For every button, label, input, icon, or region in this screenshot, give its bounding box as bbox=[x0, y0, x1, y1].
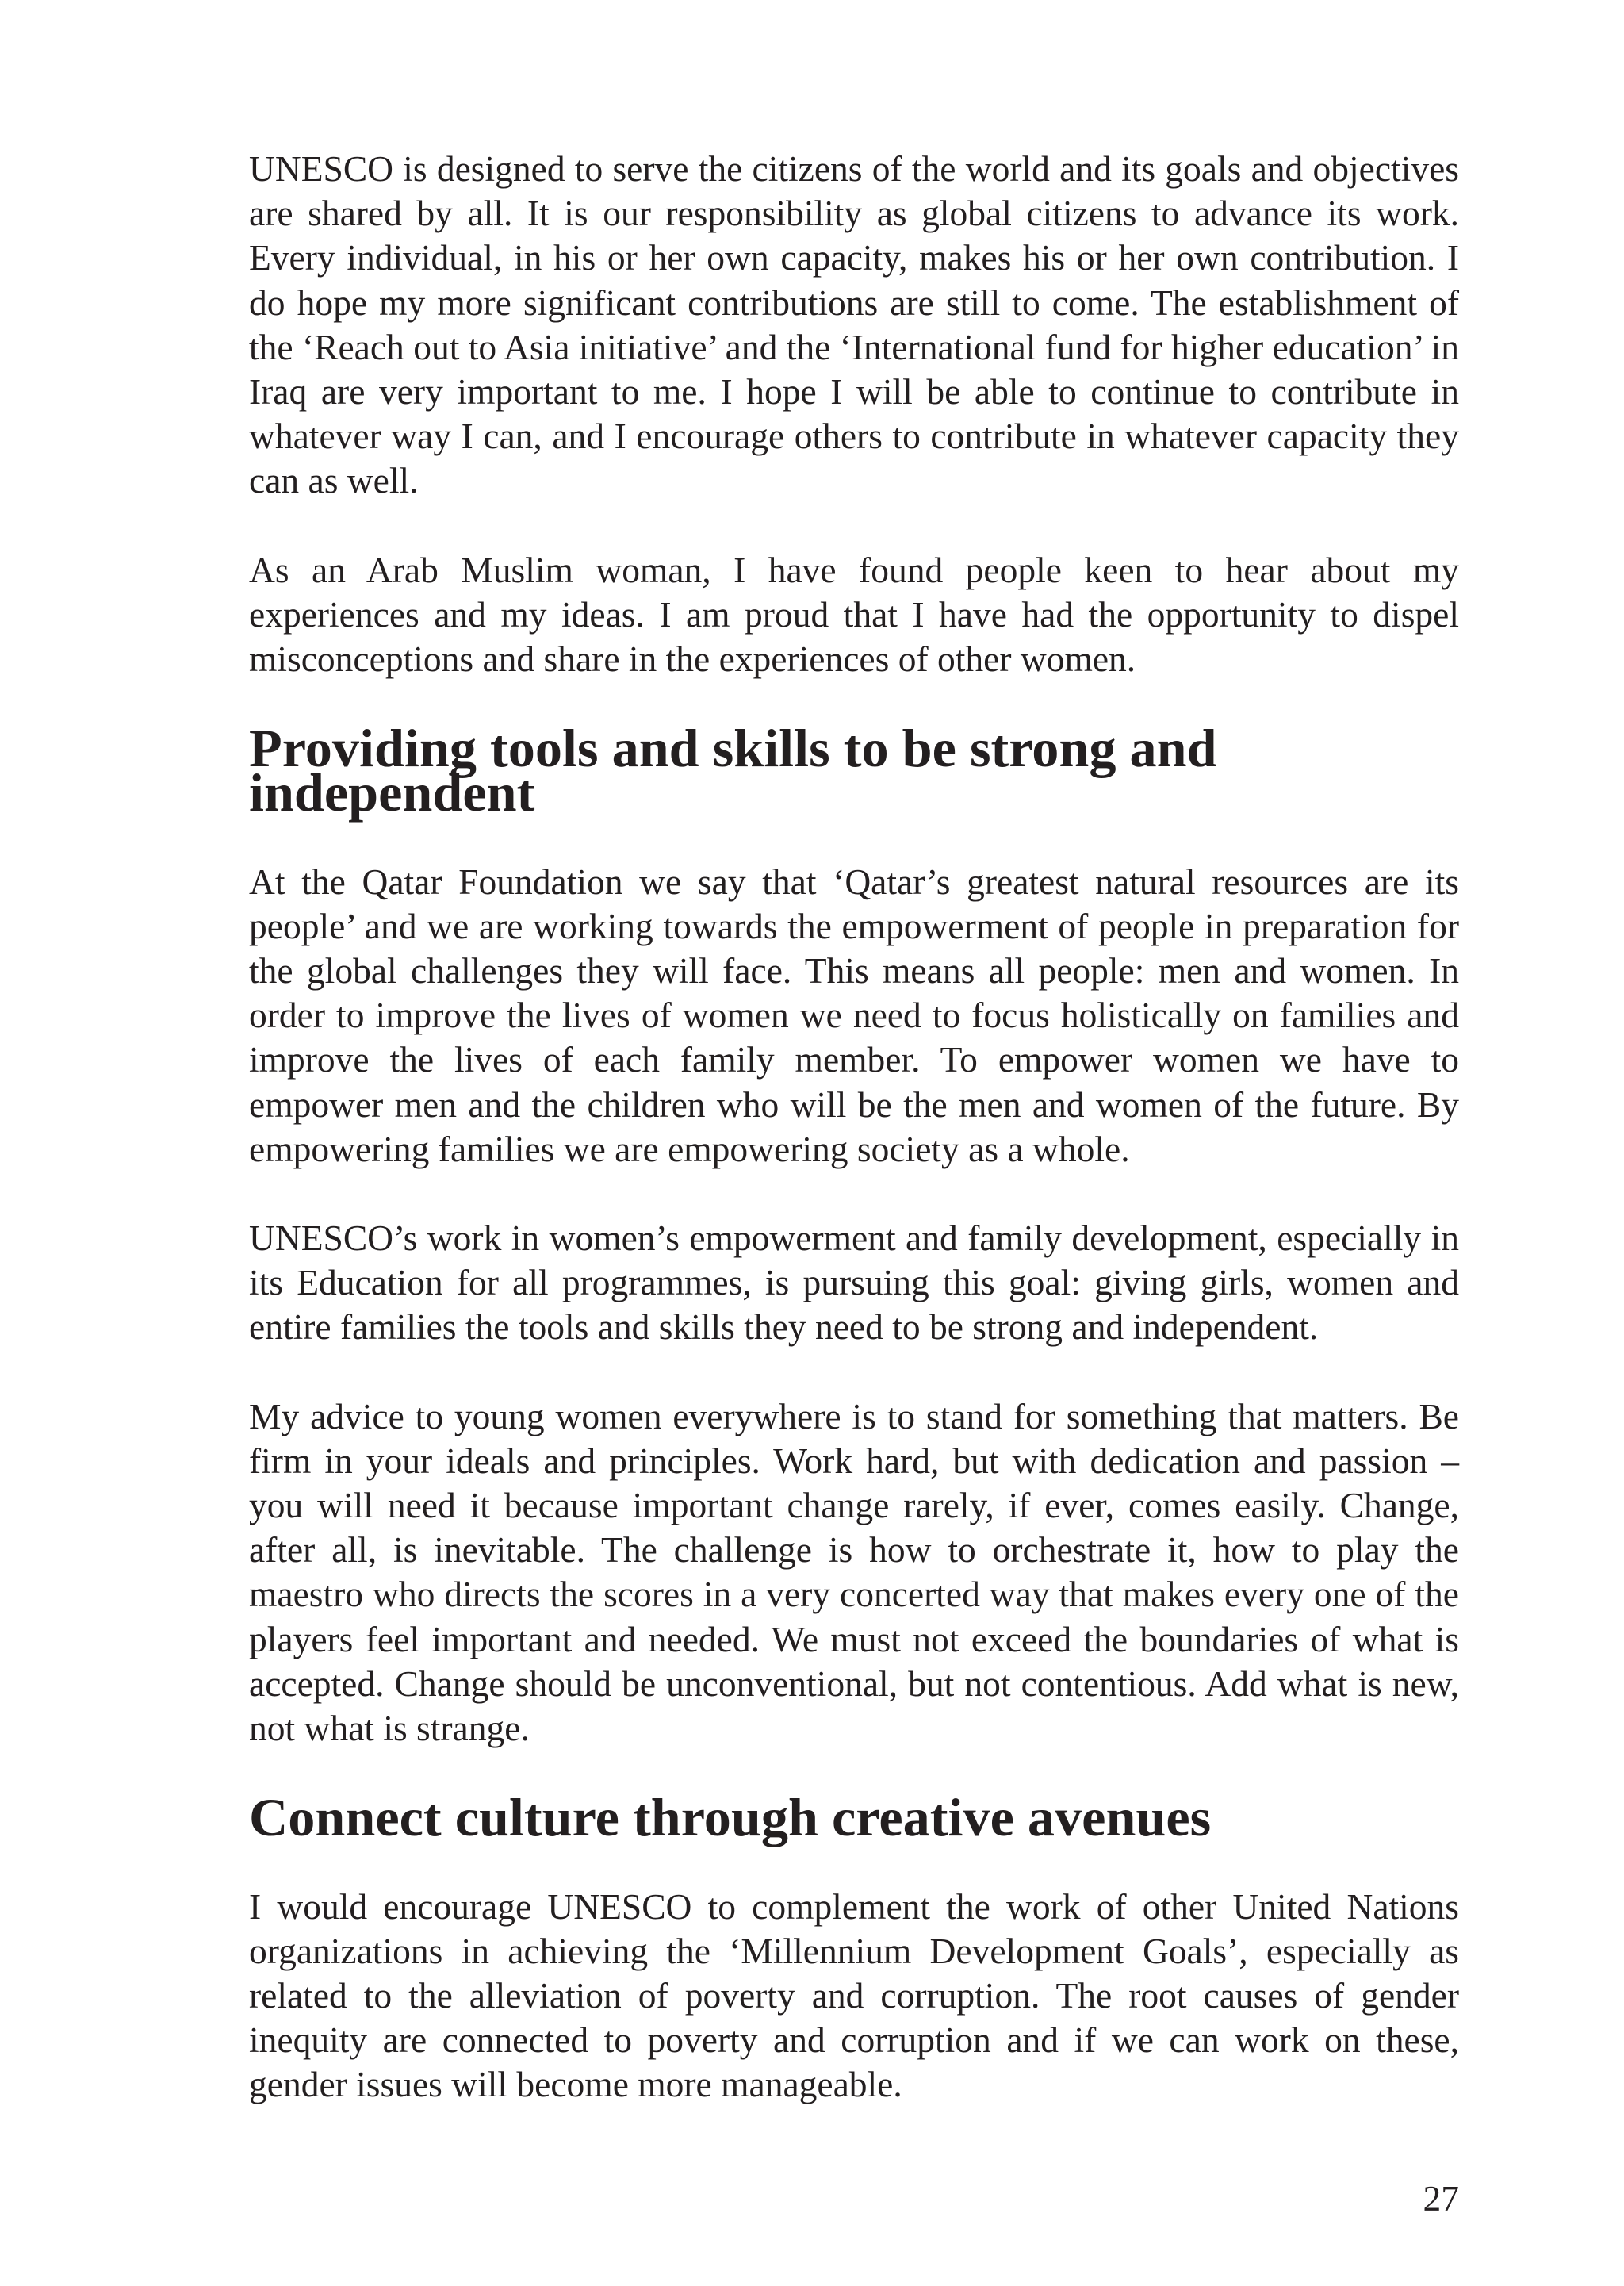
paragraph-advice-young-women: My advice to young women everywhere is to stand for something that matters. Be firm in your ideals and principles. Work hard, but with dedication and passion – you will need it because important change rarely, if ever, comes easily. Change, after all, is inevitable. The challenge is how to orchestrate it, how to play the maestro who directs the scores in a very concerted way that makes every one of the players feel important and needed. We must not exceed the boundaries of what is accepted. Change should be unconventional, but not contentious. Add what is new, not what is strange. bbox=[249, 1395, 1459, 1749]
paragraph-qatar-foundation: At the Qatar Foundation we say that ‘Qatar’s greatest natural resources are its people’ and we are working towards the empowerment of people in preparation for the global challenges they will face. This means all people: men and women. In order to improve the lives of women we need to focus holistically on families and improve the lives of each family member. To empower women we have to empower men and the children who will be the men and women of the future. By empowering families we are empowering society as a whole. bbox=[249, 861, 1459, 1169]
section-heading-tools-and-skills: Providing tools and skills to be strong and independent bbox=[249, 718, 1217, 823]
paragraph-unesco-women-empowerment: UNESCO’s work in women’s empowerment and family development, especially in its Education for all programmes, is pursuing this goal: giving girls, women and entire families the tools and skills they need to be strong and independent. bbox=[249, 1218, 1459, 1348]
document-body bbox=[249, 147, 1459, 2152]
section-heading-connect-culture: Connect culture through creative avenues bbox=[249, 1787, 1212, 1848]
paragraph-unesco-citizens: UNESCO is designed to serve the citizens of the world and its goals and objectives are shared by all. It is our responsibility as global citizens to advance its work. Every individual, in his or her own capacity, makes his or her own contribution. I do hope my more significant contributions are still to come. The establishment of the ‘Reach out to Asia initiative’ and the ‘International fund for higher education’ in Iraq are very important to me. I hope I will be able to continue to contribute in whatever way I can, and I encourage others to contribute in whatever capacity they can as well. bbox=[249, 148, 1459, 501]
page-number: 27 bbox=[1423, 2178, 1459, 2219]
paragraph-millennium-goals: I would encourage UNESCO to complement the work of other United Nations organizations in achieving the ‘Millennium Development Goals’, especially as related to the alleviation of poverty and corruption. The root causes of gender inequity are connected to poverty and corruption and if we can work on these, gender issues will become more manageable. bbox=[249, 1885, 1459, 2105]
paragraph-arab-muslim-woman: As an Arab Muslim woman, I have found people keen to hear about my experiences and my ideas. I am proud that I have had the opportunity to dispel misconceptions and share in the experiences of other women. bbox=[249, 549, 1459, 680]
